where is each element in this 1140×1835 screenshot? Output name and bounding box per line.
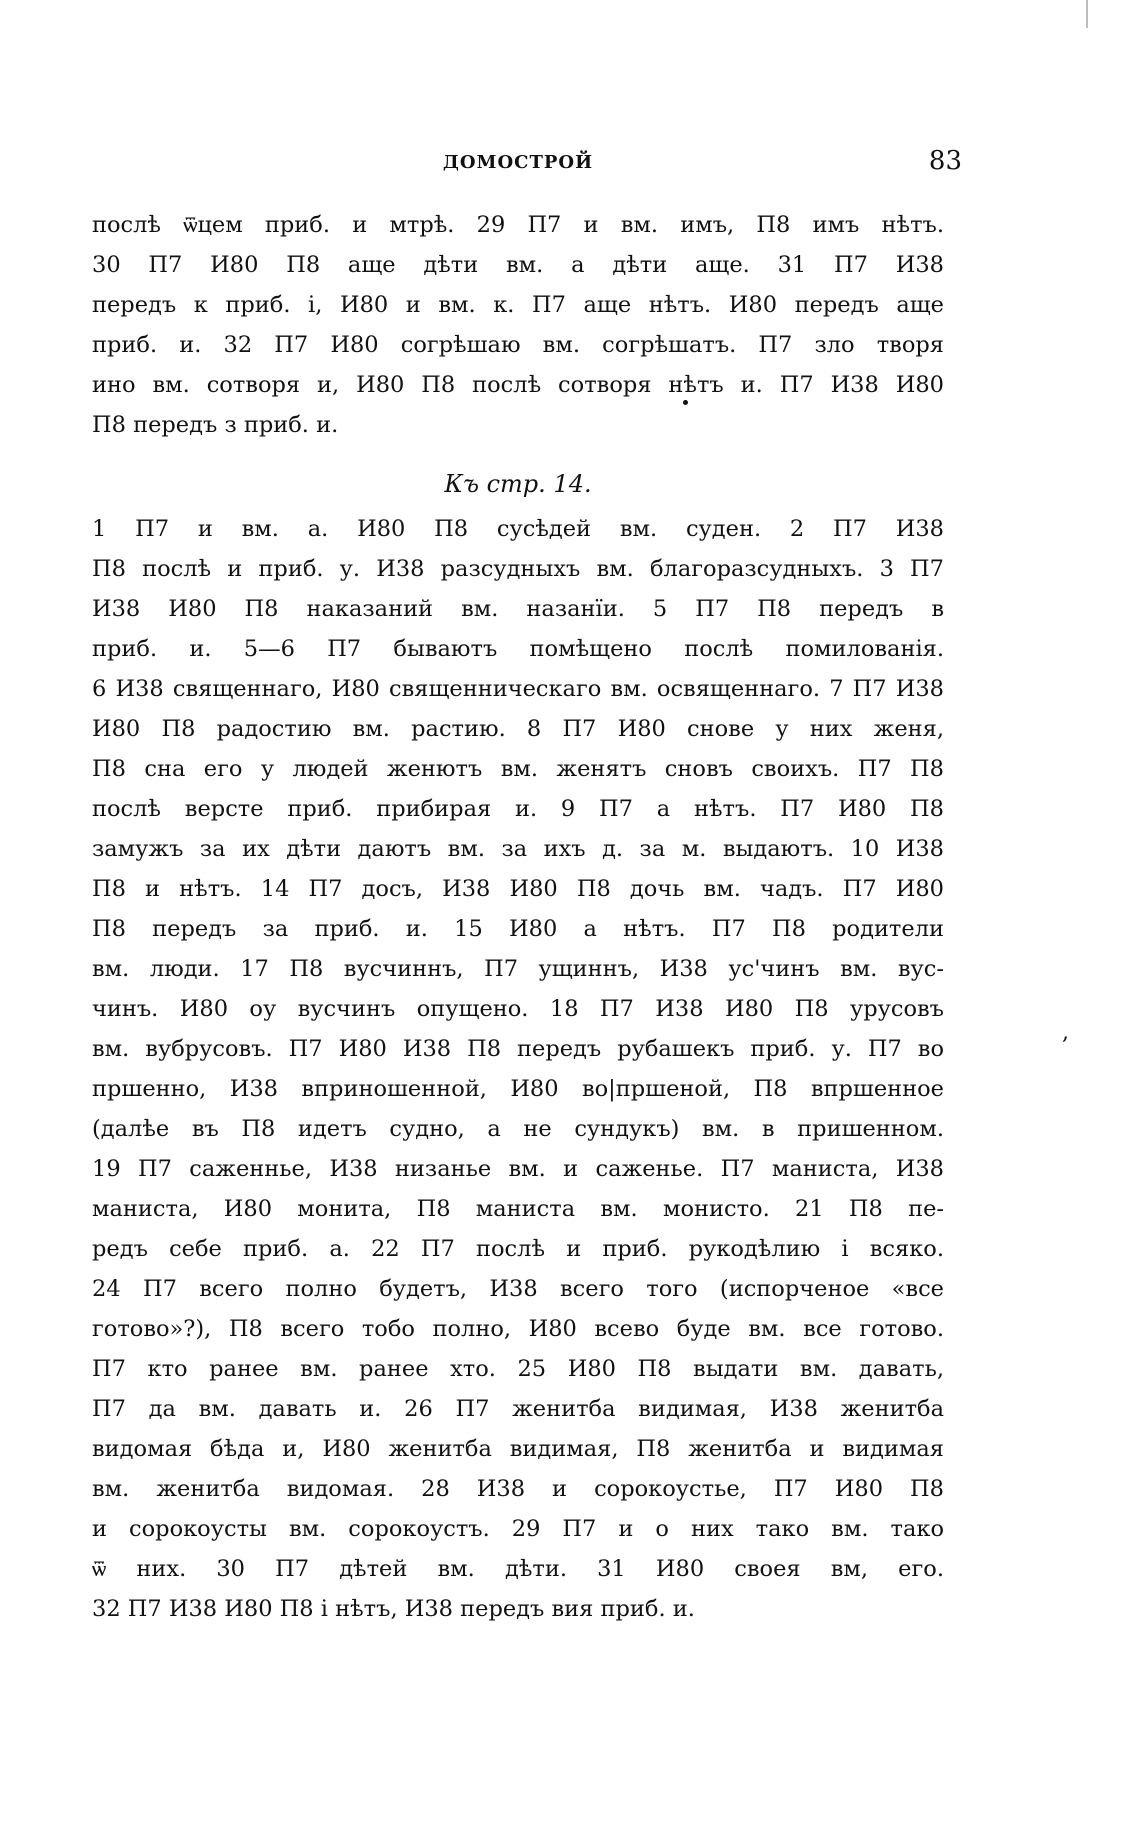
text-line: П8 послѣ и приб. у. И38 разсудныхъ вм. благоразсудныхъ. 3 П7 xyxy=(92,556,944,582)
text-line: (далѣе въ П8 идетъ судно, а не сундукъ) вм. в пришенном. xyxy=(92,1116,944,1142)
text-line: И80 П8 радостию вм. растию. 8 П7 И80 снове у них женя, xyxy=(92,716,944,742)
text-line: П8 передъ з приб. и. xyxy=(92,412,339,438)
spacer xyxy=(92,445,944,459)
section-heading: Къ стр. 14. xyxy=(444,470,592,498)
page-header xyxy=(92,146,962,180)
text-line: маниста, И80 монита, П8 маниста вм. монисто. 21 П8 пе- xyxy=(92,1196,944,1222)
text-line: и сорокоусты вм. сорокоустъ. 29 П7 и о них тако вм. тако xyxy=(92,1516,944,1542)
text-line: П8 и нѣтъ. 14 П7 досъ, И38 И80 П8 дочь вм. чадъ. П7 И80 xyxy=(92,876,944,902)
page-body xyxy=(92,205,944,1629)
text-line: 32 П7 И38 И80 П8 і нѣтъ, И38 передъ вия приб. и. xyxy=(92,1596,695,1622)
text-line: готово»?), П8 всего тобо полно, И80 всево буде вм. все готово. xyxy=(92,1316,944,1342)
text-line: послѣ ѿцем приб. и мтрѣ. 29 П7 и вм. имъ, П8 имъ нѣтъ. xyxy=(92,212,944,238)
text-line: 19 П7 саженнье, И38 низанье вм. и саженье. П7 маниста, И38 xyxy=(92,1156,944,1182)
text-line: П8 передъ за приб. и. 15 И80 а нѣтъ. П7 П8 родители xyxy=(92,916,944,942)
text-line: пршенно, И38 вприношенной, И80 во|пршеной, П8 впршенное xyxy=(92,1076,944,1102)
text-line: вм. женитба видомая. 28 И38 и сорокоустье, П7 И80 П8 xyxy=(92,1476,944,1502)
margin-comma: , xyxy=(1062,1020,1069,1045)
text-line: редъ себе приб. а. 22 П7 послѣ и приб. рукодѣлию і всяко. xyxy=(92,1236,944,1262)
text-line: И38 И80 П8 наказаний вм. назанїи. 5 П7 П8 передъ в xyxy=(92,596,944,622)
text-line: П7 кто ранее вм. ранее хто. 25 И80 П8 выдати вм. давать, xyxy=(92,1356,944,1382)
text-line: 30 П7 И80 П8 аще дѣти вм. а дѣти аще. 31 П7 И38 xyxy=(92,252,944,278)
text-line: приб. и. 5—6 П7 бываютъ помѣщено послѣ помилованія. xyxy=(92,636,944,662)
text-line: 6 И38 священнаго, И80 священническаго вм. освященнаго. 7 П7 И38 xyxy=(92,676,944,702)
text-line: 1 П7 и вм. а. И80 П8 сусѣдей вм. суден. 2 П7 И38 xyxy=(92,516,944,542)
text-line: П8 сна его у людей женютъ вм. женятъ сновъ своихъ. П7 П8 xyxy=(92,756,944,782)
text-line: замужъ за их дѣти даютъ вм. за ихъ д. за м. выдаютъ. 10 И38 xyxy=(92,836,944,862)
text-line: 24 П7 всего полно будетъ, И38 всего того (испорченое «все xyxy=(92,1276,944,1302)
text-line: приб. и. 32 П7 И80 согрѣшаю вм. согрѣшатъ. П7 зло творя xyxy=(92,332,944,358)
text-line: вм. люди. 17 П8 вусчиннъ, П7 ущиннъ, И38 ус'чинъ вм. вус- xyxy=(92,956,944,982)
text-line: послѣ версте приб. прибирая и. 9 П7 а нѣтъ. П7 И80 П8 xyxy=(92,796,944,822)
text-line: чинъ. И80 оу вусчинъ опущено. 18 П7 И38 И80 П8 урусовъ xyxy=(92,996,944,1022)
scan-edge-line xyxy=(1086,0,1088,28)
text-line: ѿ них. 30 П7 дѣтей вм. дѣти. 31 И80 своея вм, его. xyxy=(92,1556,944,1582)
ink-dot xyxy=(683,400,688,405)
text-line: вм. вубрусовъ. П7 И80 И38 П8 передъ рубашекъ приб. у. П7 во xyxy=(92,1036,944,1062)
text-line: передъ к приб. і, И80 и вм. к. П7 аще нѣтъ. И80 передъ аще xyxy=(92,292,944,318)
text-line: ино вм. сотворя и, И80 П8 послѣ сотворя нѣтъ и. П7 И38 И80 xyxy=(92,372,944,398)
running-title: ДОМОСТРОЙ xyxy=(442,152,594,173)
text-line: П7 да вм. давать и. 26 П7 женитба видимая, И38 женитба xyxy=(92,1396,944,1422)
page-number: 83 xyxy=(928,146,962,176)
text-line: видомая бѣда и, И80 женитба видимая, П8 женитба и видимая xyxy=(92,1436,944,1462)
